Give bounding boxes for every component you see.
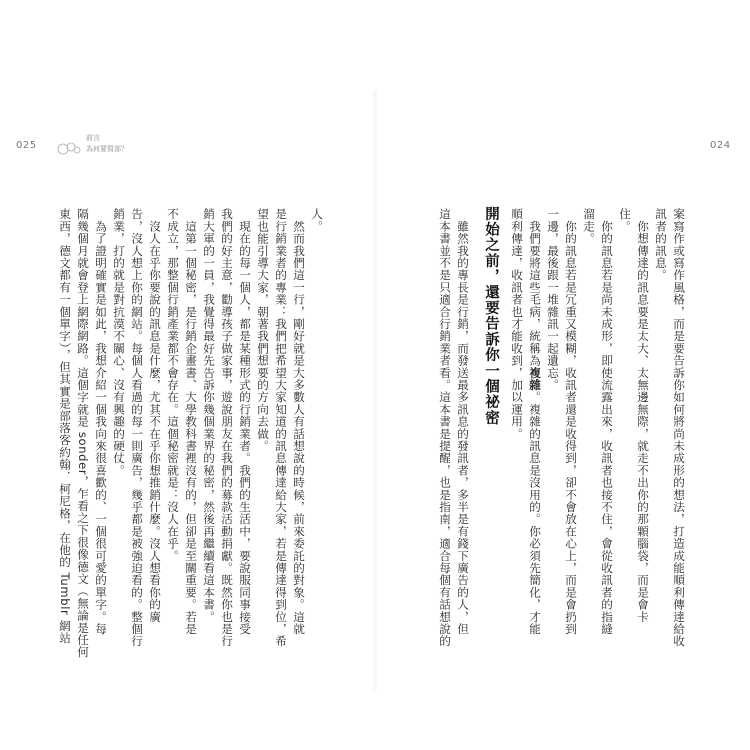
right-page-number: 024 [710,140,731,151]
text-column: 訊者的訊息。 [654,208,669,282]
text-run: 我們要將這些毛病，統稱為 [528,208,543,367]
header-chapter: 前言 [86,134,100,142]
text-column: 一邊，最後跟一堆雜訊一起遺忘。 [546,208,561,391]
text-column: 現在的每一個人，都是某種形式的行銷業者。我們的生活中，要說服同事接受 [238,208,253,635]
text-column: 這本書並不是只適合行銷業者看。這本書是提醒，也是指南，適合每個有話想說的 [438,208,453,648]
text-run: 。複雜的訊息是沒用的。你必須先簡化，才能 [528,391,543,636]
decorative-swirl-icon [56,140,82,156]
text-column: 東西，德文都有一個單字），但其實是部落客約翰．柯尼格，在他的 Tumblr 網站 [58,208,73,645]
running-header [86,133,128,155]
text-column: 順利傳達，收訊者也才能收到，加以運用。 [510,208,525,440]
header-title: 為何要寫部？ [86,145,128,153]
text-column: 為了證明確實是如此，我想介紹一個我向來很喜歡的、一個很可愛的單字。每 [94,208,109,635]
text-column: 望也能引導大家，朝著我們想要的方向去做。 [256,208,271,452]
text-column: 案寫作或寫作風格，而是要告訴你如何將尚未成形的想法，打造成能順利傳達給收 [672,208,687,648]
text-column: 沒人在乎你要說的訊息是什麼，尤其不在乎你想推銷什麼。沒人想看你的廣 [148,208,163,623]
bold-term: 複雜 [528,366,543,392]
text-column: 雖然我的專長是行銷，而發送最多訊息的發訊者，多半是有錢下廣告的人，但 [456,208,471,635]
text-column: 是行銷業者的專業：我們把希望大家知道的訊息傳達給大家，若是傳達得到位，希 [274,208,289,648]
text-column: 不成立，那整個行銷產業都不會存在。這個秘密就是：沒人在乎。 [166,208,181,562]
text-column: 這第一個秘密，是行銷企畫書、大學教科書裡沒有的，但卻是至關重要。若是 [184,208,199,635]
left-page-number: 025 [16,140,37,151]
text-column: 告，沒人想上你的網站。每個人看過的每一則廣告，幾乎都是被強迫看的。整個行 [130,208,145,648]
text-column: 你想傳達的訊息要是太大、太無邊無際，就走不出你的那顆腦袋，而是會卡 [636,208,651,623]
text-column-with-bold [526,208,543,635]
text-column: 你的訊息若是冗重又模糊，收訊者還是收得到，卻不會放在心上，而是會扔到 [564,208,579,635]
text-column: 住。 [618,208,633,233]
text-column: 銷大軍的一員，我覺得最好先告訴你幾個業界的秘密，然後再繼續看這本書。 [202,208,217,623]
text-column: 溜走。 [582,208,597,245]
text-column: 然而我們這一行，剛好就是大多數人有話想說的時候，前來委託的對象。這就 [292,208,307,635]
text-column: 你的訊息若是尚未成形，即使流露出來，收訊者也接不住，會從收訊者的指縫 [600,208,615,635]
book-gutter [372,90,378,690]
text-column: 銷業，打的就是對抗漠不關心、沒有興趣的硬仗。 [112,208,127,477]
section-heading: 開始之前，還要告訴你一個祕密 [483,206,499,426]
text-column: 人。 [310,208,325,233]
text-column: 隔幾個月就會登上網際網路。這個字就是 sonder，乍看之下很像德文（無論是任何 [76,208,91,659]
text-column: 我們的好主意，勸導孩子做家事，遊說朋友在我們的募款活動捐獻。既然你也是行 [220,208,235,648]
